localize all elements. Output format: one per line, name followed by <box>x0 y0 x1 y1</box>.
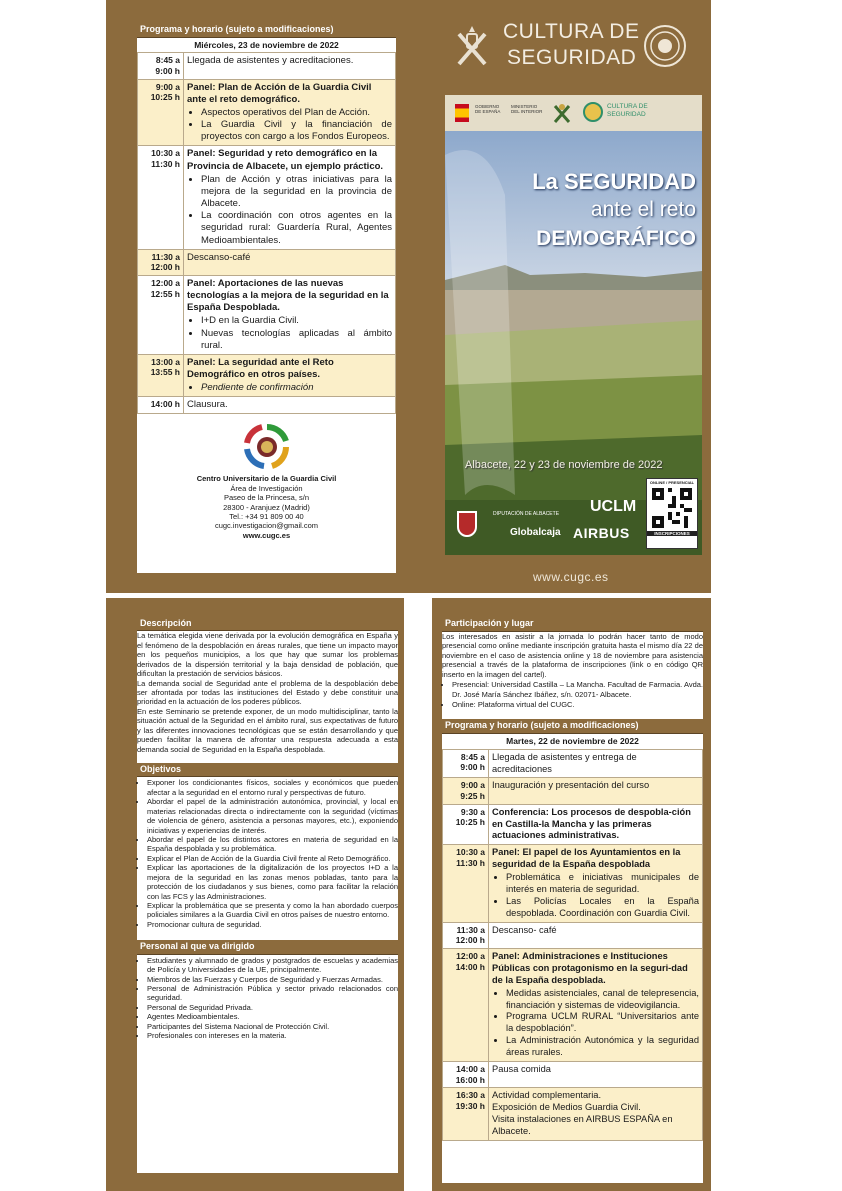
session-cell <box>489 845 703 922</box>
session-cell <box>184 53 396 79</box>
table-row <box>138 354 396 396</box>
cover-poster <box>445 95 702 555</box>
government-label: GOBIERNO DE ESPAÑA <box>475 104 501 114</box>
list-item: • Plan de Acción y otras iniciativas para la mejora de la seguridad en la provincia de Albacete. <box>201 174 392 210</box>
sponsor-globalcaja: Globalcaja <box>510 527 561 538</box>
session-title: Panel: Aportaciones de las nuevas tecnologías a la mejora de la seguridad en la España Despoblada. <box>187 277 389 314</box>
cugc-logo-icon <box>242 424 292 470</box>
poster-brand-badge-icon <box>583 102 603 122</box>
session-topics <box>506 872 699 920</box>
table-row <box>138 79 396 146</box>
ministry-label: MINISTERIO DEL INTERIOR <box>511 104 543 114</box>
time-cell: 11:30 a 12:00 h <box>443 922 489 948</box>
list-item: • Personal de Seguridad Privada. <box>147 1003 398 1012</box>
sponsor-airbus: AIRBUS <box>573 525 630 541</box>
sponsor-uclm: UCLM <box>590 498 637 515</box>
audience-list <box>147 956 398 1041</box>
schedule-table <box>442 749 703 1141</box>
session-cell <box>184 397 396 414</box>
table-row <box>443 749 703 778</box>
session-title: Pausa comida <box>492 1063 551 1074</box>
org-phone: Tel.: +34 91 809 00 40 <box>229 511 304 521</box>
program-date: Martes, 22 de noviembre de 2022 <box>506 735 639 746</box>
session-cell <box>489 749 703 778</box>
time-cell: 9:00 a 9:25 h <box>443 778 489 804</box>
time-cell: 12:00 a 12:55 h <box>138 275 184 354</box>
list-item: • Nuevas tecnologías aplicadas al ámbito rural. <box>201 328 392 352</box>
session-cell <box>184 249 396 275</box>
description-paragraph: La temática elegida viene derivada por la evolución demográfica en España y el fenómeno de la despoblación en áreas rurales, que tiene un impacto mayor en los pequeños municipios, a los que hay que sumar los problemas derivados de la dispersión territorial y la baja densidad de población, que dificultan la prestación de servicios básicos. <box>137 631 398 679</box>
table-row <box>443 1088 703 1141</box>
title-line-1: La SEGURIDAD <box>532 169 696 194</box>
session-topics <box>201 174 392 247</box>
list-item: • Abordar el papel de la administración autonómica, provincial, y local en materias relacionadas directa o indirectamente con la seguridad (víctimas de violencia de género, asistencia a personas mayores, etc.), exponiendo iniciativas y experiencias de interés. <box>147 797 398 835</box>
list-item: • Promocionar cultura de seguridad. <box>147 920 398 929</box>
objectives-list <box>147 778 398 929</box>
guardia-civil-emblem-icon <box>455 24 489 68</box>
section-header: Personal al que va dirigido <box>137 940 398 954</box>
session-title: Panel: El papel de los Ayuntamientos en la seguridad de la España despoblada <box>492 847 681 870</box>
albacete-crest-icon <box>457 511 477 537</box>
session-title: Descanso- café <box>492 924 557 935</box>
time-cell: 14:00 h <box>138 397 184 414</box>
list-item: • Medidas asistenciales, canal de telepresencia, financiación y sistemas de videovigilancia. <box>506 988 699 1012</box>
organization-block <box>137 424 396 540</box>
table-row <box>138 146 396 249</box>
org-line: Paseo de la Princesa, s/n <box>223 493 310 503</box>
poster-brand: CULTURA DE SEGURIDAD <box>607 103 648 118</box>
table-row <box>443 922 703 948</box>
table-row <box>443 778 703 804</box>
session-topics <box>201 107 392 143</box>
description-panel <box>137 617 398 1173</box>
description-paragraph: La demanda social de Seguridad ante el problema de la despoblación debe ser afrontada por todas las instituciones del Estado y debe constituir una prioridad en la actuación de los poderes públicos. <box>137 678 398 707</box>
time-cell: 9:00 a 10:25 h <box>138 79 184 146</box>
org-line: Área de Investigación <box>230 483 303 493</box>
sponsor-diputacion: DIPUTACIÓN DE ALBACETE <box>493 511 560 517</box>
list-item: • Explicar las aportaciones de la digitalización de los proyectos I+D a la mejora de la seguridad en las zonas menos pobladas, tanto para la protección de los ciudadanos y sus bienes, como para facilitar la relación con las FCS y las Administraciones. <box>147 863 398 901</box>
section-header: Programa y horario (sujeto a modificaciones) <box>442 719 703 734</box>
session-cell <box>489 1061 703 1087</box>
time-cell: 16:30 a 19:30 h <box>443 1088 489 1141</box>
table-row <box>138 397 396 414</box>
table-row <box>138 275 396 354</box>
venue-list <box>452 680 703 709</box>
list-item: • Programa UCLM RURAL “Universitarios ante la despoblación”. <box>506 1011 699 1035</box>
list-item: • Estudiantes y alumnado de grados y postgrados de escuelas y academias de Policía y Universidades de la UE, principalmente. <box>147 956 398 975</box>
time-cell: 9:30 a 10:25 h <box>443 804 489 845</box>
session-title: Llegada de asistentes y acreditaciones. <box>187 55 354 67</box>
list-item: • Participantes del Sistema Nacional de Protección Civil. <box>147 1022 398 1031</box>
org-line: 28300 - Aranjuez (Madrid) <box>223 502 310 512</box>
table-row <box>443 845 703 922</box>
session-cell <box>489 948 703 1061</box>
title-line-3: DEMOGRÁFICO <box>536 227 696 250</box>
list-item: • Explicar la problemática que se presenta y como la han abordado cuerpos policiales similares a la Guardia Civil en otros países de nuestro entorno. <box>147 901 398 920</box>
section-header: Participación y lugar <box>442 617 703 632</box>
list-item: • Abordar el papel de los distintos actores en materia de seguridad en la España despoblada y su problemática. <box>147 835 398 854</box>
poster-emblem-icon <box>553 102 571 124</box>
section-header: Descripción <box>137 617 398 631</box>
session-title: Llegada de asistentes y entrega de acreditaciones <box>492 751 637 774</box>
time-cell: 13:00 a 13:55 h <box>138 354 184 396</box>
time-cell: 12:00 a 14:00 h <box>443 948 489 1061</box>
session-title: Descanso-café <box>187 251 251 263</box>
list-item: • Profesionales con intereses en la materia. <box>147 1031 398 1040</box>
list-item: • Online: Plataforma virtual del CUGC. <box>452 700 703 710</box>
session-topics <box>506 988 699 1059</box>
session-cell <box>489 804 703 845</box>
program-date: Miércoles, 23 de noviembre de 2022 <box>194 39 339 50</box>
description-paragraph: En este Seminario se pretende exponer, de un modo multidisciplinar, tanto la situación actual de la Seguridad en el ámbito rural, sus expectativas de futuro y las diferentes innovaciones tecnológicas que se están desarrollando y que pueden facilitar la manera de afrontar una respuesta adecuada a esta demanda social de Seguridad en la España despoblada. <box>137 706 398 754</box>
session-cell <box>489 922 703 948</box>
session-title: Actividad complementaria. Exposición de Medios Guardia Civil. Visita instalaciones en AIRBUS ESPAÑA en Albacete. <box>492 1090 673 1136</box>
qr-code-box[interactable] <box>646 478 698 549</box>
list-item: • Presencial: Universidad Castilla – La Mancha. Facultad de Farmacia. Avda. Dr. José María Sánchez Ibáñez, s/n. 02071- Albacete. <box>452 680 703 699</box>
time-cell: 10:30 a 11:30 h <box>138 146 184 249</box>
org-website-link[interactable]: www.cugc.es <box>242 530 291 540</box>
table-row <box>443 1061 703 1087</box>
section-header: Programa y horario (sujeto a modificaciones) <box>137 23 396 38</box>
session-title: Panel: Seguridad y reto demográfico en la Provincia de Albacete, un ejemplo práctico. <box>187 148 384 172</box>
session-cell <box>489 1088 703 1141</box>
session-title: Conferencia: Los procesos de despobla-ción en Castilla-la Mancha y las primeras actuaciones administrativas. <box>492 806 691 841</box>
session-title: Inauguración y presentación del curso <box>492 780 650 791</box>
session-cell <box>184 79 396 146</box>
brand-line-2: SEGURIDAD <box>507 46 637 69</box>
table-row <box>443 948 703 1061</box>
university-seal-icon <box>643 24 687 68</box>
list-item: • Pendiente de confirmación <box>201 382 392 394</box>
time-cell: 10:30 a 11:30 h <box>443 845 489 922</box>
list-item: • La Guardia Civil y la financiación de proyectos con cargo a los Fondos Europeos. <box>201 119 392 143</box>
section-header: Objetivos <box>137 763 398 777</box>
schedule-table <box>137 52 396 414</box>
org-name: Centro Universitario de la Guardia Civil <box>196 474 337 484</box>
list-item: • Personal de Administración Pública y sector privado relacionados con seguridad. <box>147 984 398 1003</box>
list-item: • Agentes Medioambientales. <box>147 1012 398 1021</box>
session-topics <box>201 382 392 394</box>
time-cell: 11:30 a 12:00 h <box>138 249 184 275</box>
place-date: Albacete, 22 y 23 de noviembre de 2022 <box>465 459 663 471</box>
participation-text: Los interesados en asistir a la jornada lo podrán hacer tanto de modo presencial como online mediante inscripción gratuita hasta el mismo día 22 de noviembre en el caso de asistencia online y 18 de noviembre para asistencia presencial a través de la plataforma de inscripciones (link o en código QR inserto en la imagen del cartel). <box>442 631 703 679</box>
cover-website-link[interactable]: www.cugc.es <box>533 570 609 584</box>
qr-top-label: ONLINE / PRESENCIAL <box>649 480 695 485</box>
brand-line-1: CULTURA DE <box>503 20 640 43</box>
table-row <box>138 249 396 275</box>
time-cell: 8:45 a 9:00 h <box>443 749 489 778</box>
participation-panel <box>442 617 703 1183</box>
list-item: • Explicar el Plan de Acción de la Guardia Civil frente al Reto Demográfico. <box>147 854 398 863</box>
org-email[interactable]: cugc.investigacion@gmail.com <box>214 521 319 531</box>
list-item: • Miembros de las Fuerzas y Cuerpos de Seguridad y Fuerzas Armadas. <box>147 975 398 984</box>
session-title: Panel: Plan de Acción de la Guardia Civil ante el reto demográfico. <box>187 81 372 105</box>
session-title: Clausura. <box>187 399 228 411</box>
qr-bottom-label: INSCRIPCIONES <box>647 531 697 536</box>
list-item: • I+D en la Guardia Civil. <box>201 315 392 327</box>
list-item: • Las Policías Locales en la España despoblada. Coordinación con Guardia Civil. <box>506 896 699 920</box>
session-title: Panel: Administraciones e Instituciones Públicas con protagonismo en la seguri-dad de la España despoblada. <box>492 950 688 985</box>
table-row <box>443 804 703 845</box>
qr-code-icon <box>652 488 692 528</box>
time-cell: 8:45 a 9:00 h <box>138 53 184 79</box>
list-item: • La coordinación con otros agentes en la seguridad rural: Guardería Rural, Agentes Medioambientales. <box>201 210 392 246</box>
session-cell <box>184 275 396 354</box>
list-item: • La Administración Autonómica y la seguridad áreas rurales. <box>506 1035 699 1059</box>
spain-flag-icon <box>455 104 469 122</box>
session-topics <box>201 315 392 351</box>
title-line-2: ante el reto <box>590 198 696 221</box>
wednesday-program <box>137 23 396 573</box>
time-cell: 14:00 a 16:00 h <box>443 1061 489 1087</box>
cover-brand <box>455 18 700 78</box>
list-item: • Problemática e iniciativas municipales de interés en materia de seguridad. <box>506 872 699 896</box>
list-item: • Exponer los condicionantes físicos, sociales y económicos que pueden afectar a la seguridad en el entorno rural y perspectivas de futuro. <box>147 778 398 797</box>
session-cell <box>489 778 703 804</box>
session-cell <box>184 354 396 396</box>
list-item: • Aspectos operativos del Plan de Acción. <box>201 107 392 119</box>
session-cell <box>184 146 396 249</box>
table-row <box>138 53 396 79</box>
session-title: Panel: La seguridad ante el Reto Demográfico en otros países. <box>187 356 334 381</box>
